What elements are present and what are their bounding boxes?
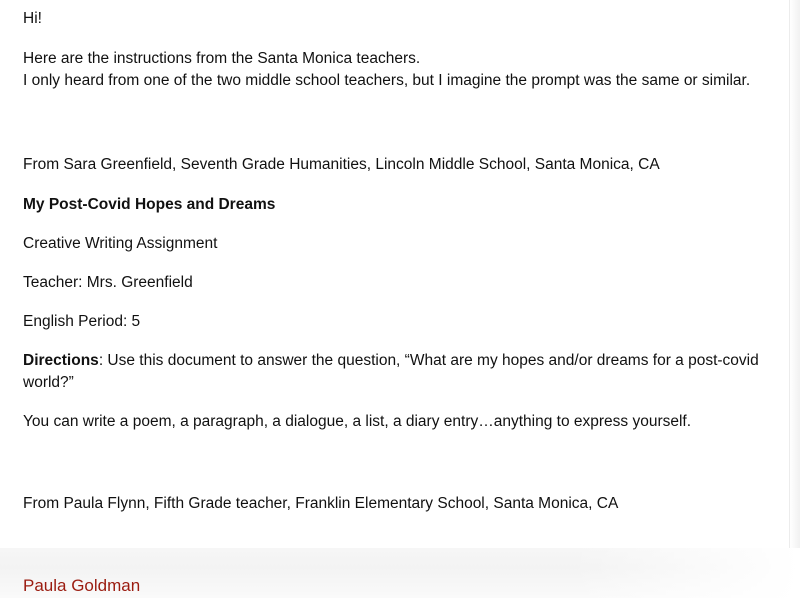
directions-text: : Use this document to answer the question, “What are my hopes and/or dreams for a post-covid world?” bbox=[23, 352, 759, 391]
signature-name: Paula Goldman bbox=[23, 576, 141, 595]
window-right-edge bbox=[789, 0, 800, 560]
intro-line-1: Here are the instructions from the Santa Monica teachers. bbox=[23, 50, 421, 67]
formats-line: You can write a poem, a paragraph, a dialogue, a list, a diary entry…anything to express yourself. bbox=[23, 413, 692, 430]
teacher-line: Teacher: Mrs. Greenfield bbox=[23, 274, 193, 291]
assignment-title: My Post-Covid Hopes and Dreams bbox=[23, 196, 276, 213]
assignment-type: Creative Writing Assignment bbox=[23, 235, 218, 252]
intro-line-2: I only heard from one of the two middle school teachers, but I imagine the prompt was the same or similar. bbox=[23, 72, 751, 89]
directions-paragraph bbox=[23, 350, 763, 394]
greeting: Hi! bbox=[23, 10, 42, 27]
from-paula-flynn: From Paula Flynn, Fifth Grade teacher, Franklin Elementary School, Santa Monica, CA bbox=[23, 495, 619, 512]
from-sara-greenfield: From Sara Greenfield, Seventh Grade Humanities, Lincoln Middle School, Santa Monica, CA bbox=[23, 156, 660, 173]
period-line: English Period: 5 bbox=[23, 313, 141, 330]
directions-label: Directions bbox=[23, 352, 99, 369]
